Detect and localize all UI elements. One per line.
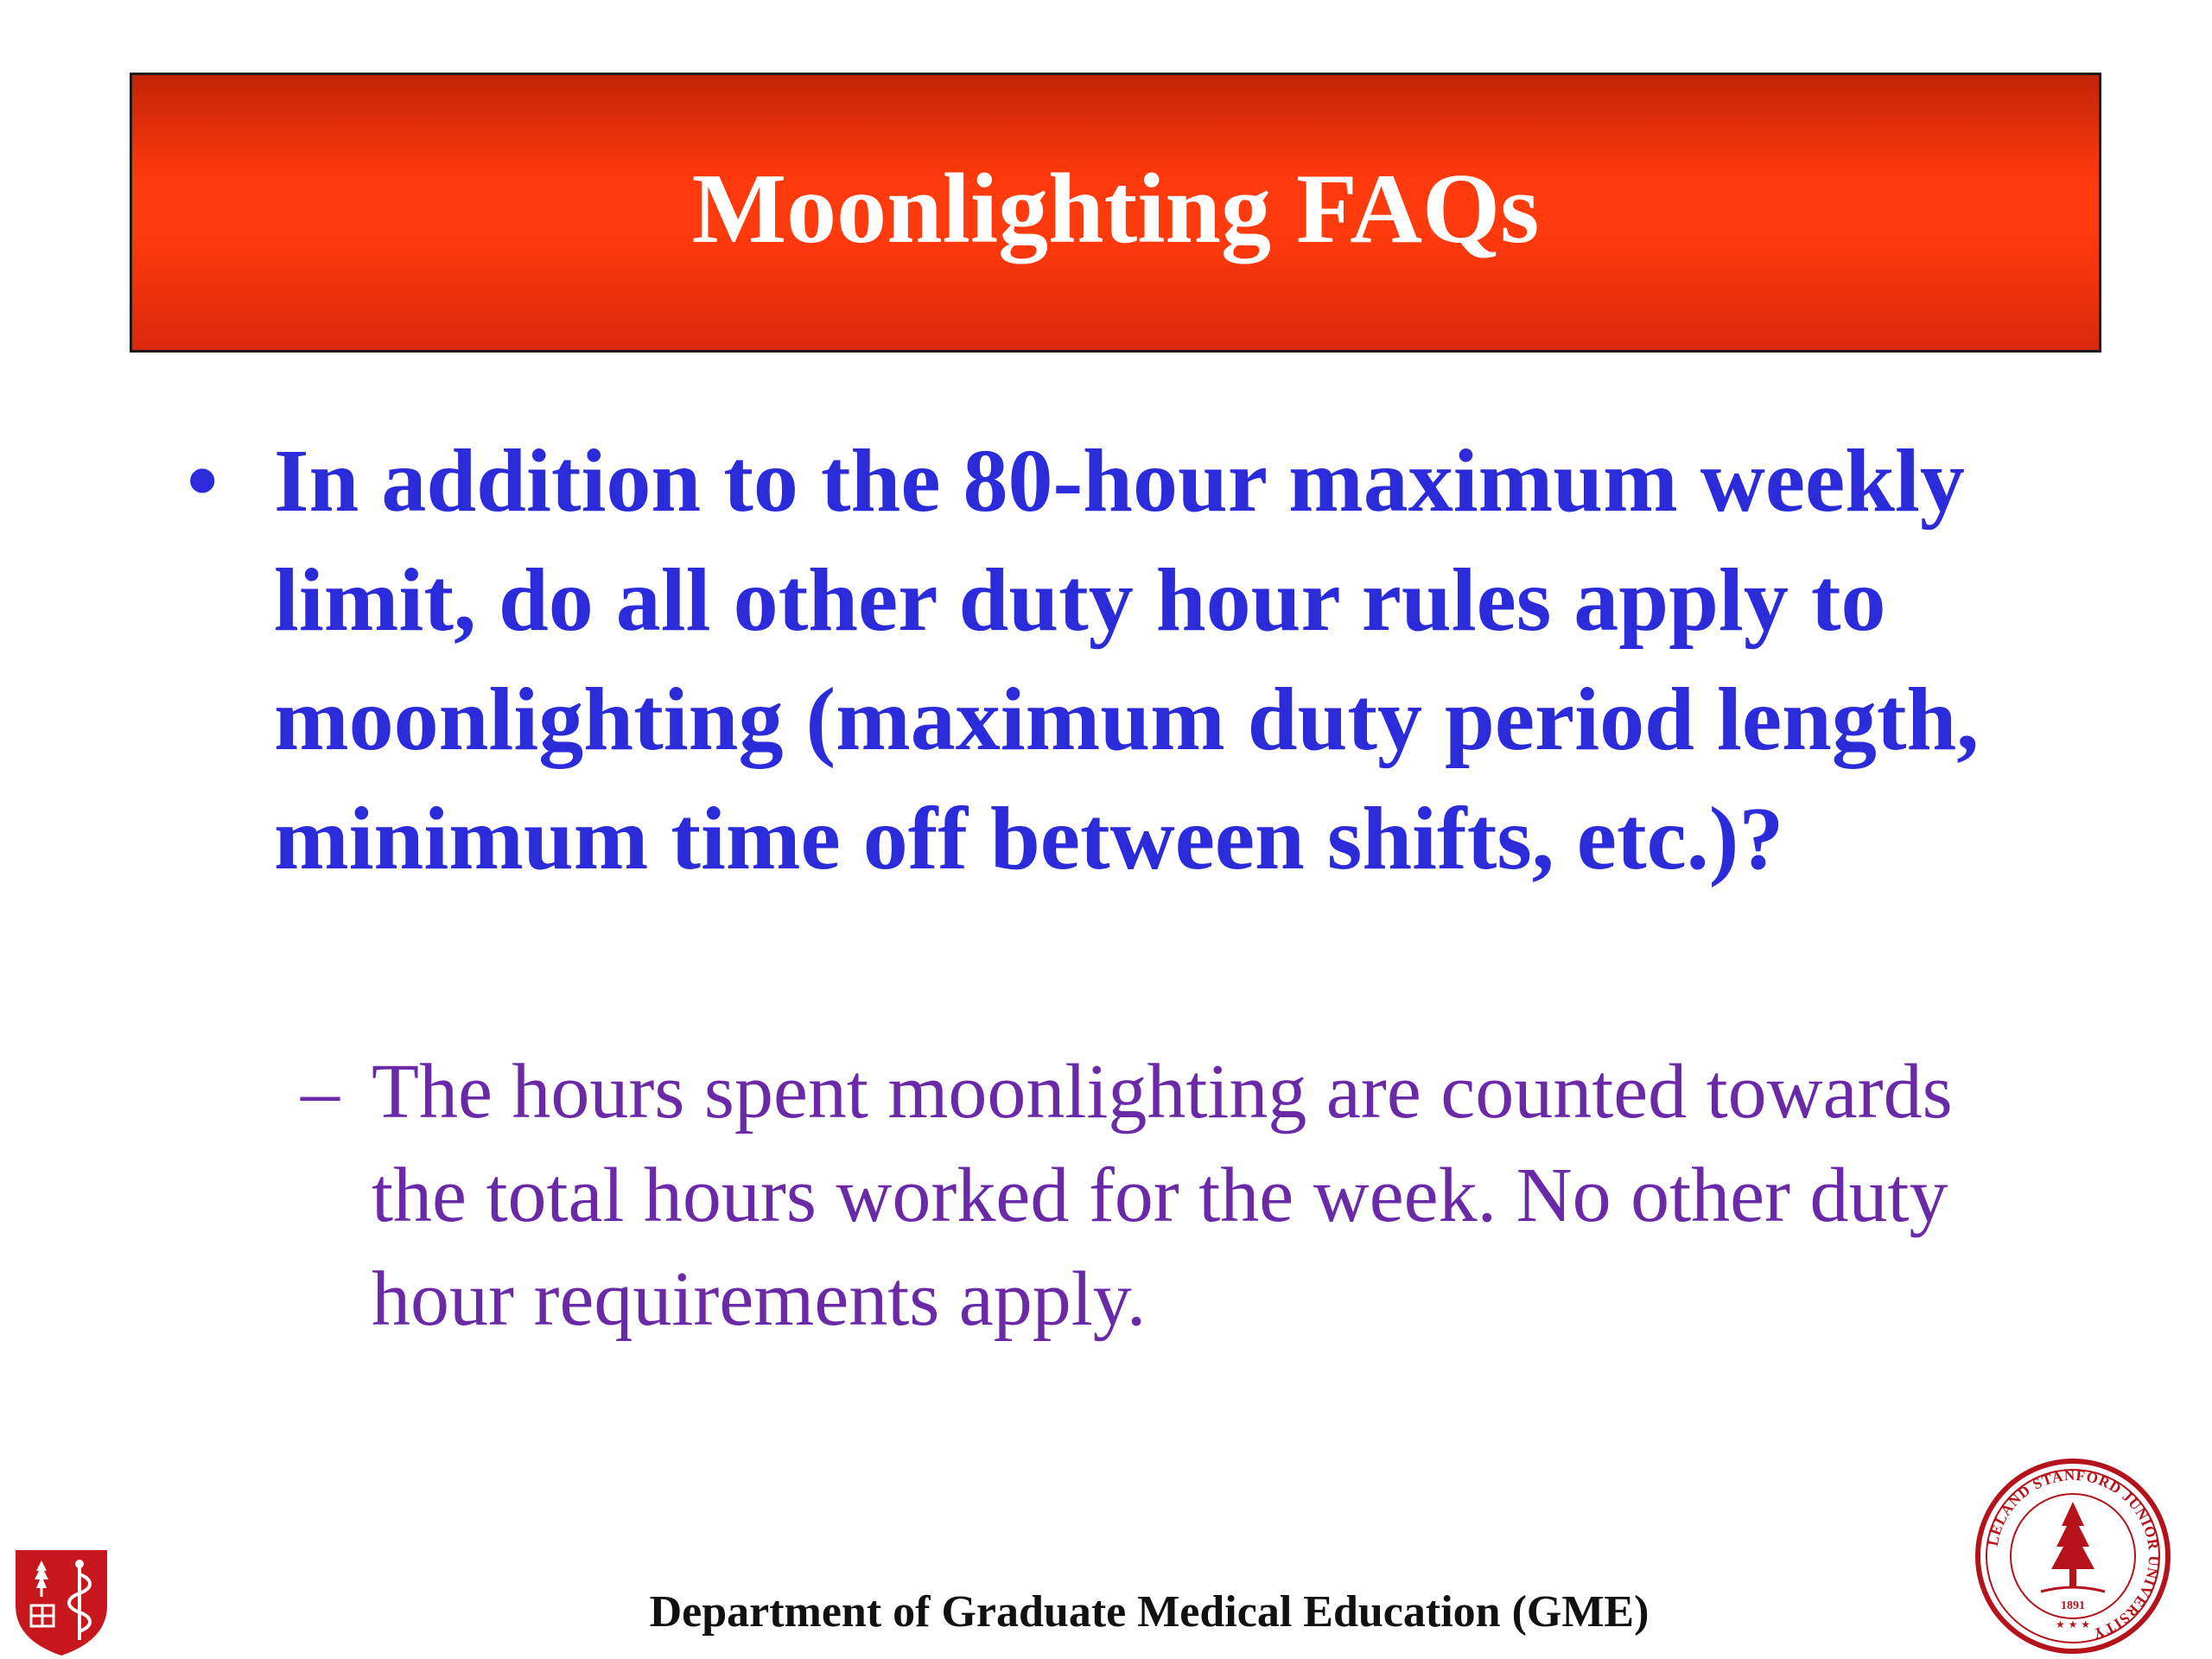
title-bar	[130, 73, 2101, 353]
footer-department-name: Department of Graduate Medical Education (GME)	[649, 1587, 1649, 1637]
bullet-marker: •	[187, 431, 219, 531]
seal-outer-text: LELAND STANFORD JUNIOR UNIVERSITY	[1984, 1466, 2163, 1643]
slide-title: Moonlighting FAQs	[691, 154, 1540, 264]
sub-bullet-answer-text: The hours spent moonlighting are counted towards the total hours worked for the week. No other duty hour requirements apply.	[372, 1049, 1953, 1342]
seal-year: 1891	[2061, 1599, 2085, 1612]
svg-text:★ ★ ★: ★ ★ ★	[2056, 1618, 2090, 1630]
bullet-question-text: In addition to the 80-hour maximum weekly limit, do all other duty hour rules apply to moonlighting (maximum duty period length, minimum time off between shifts, etc.)?	[274, 431, 1980, 888]
sub-bullet-marker: –	[301, 1049, 340, 1135]
